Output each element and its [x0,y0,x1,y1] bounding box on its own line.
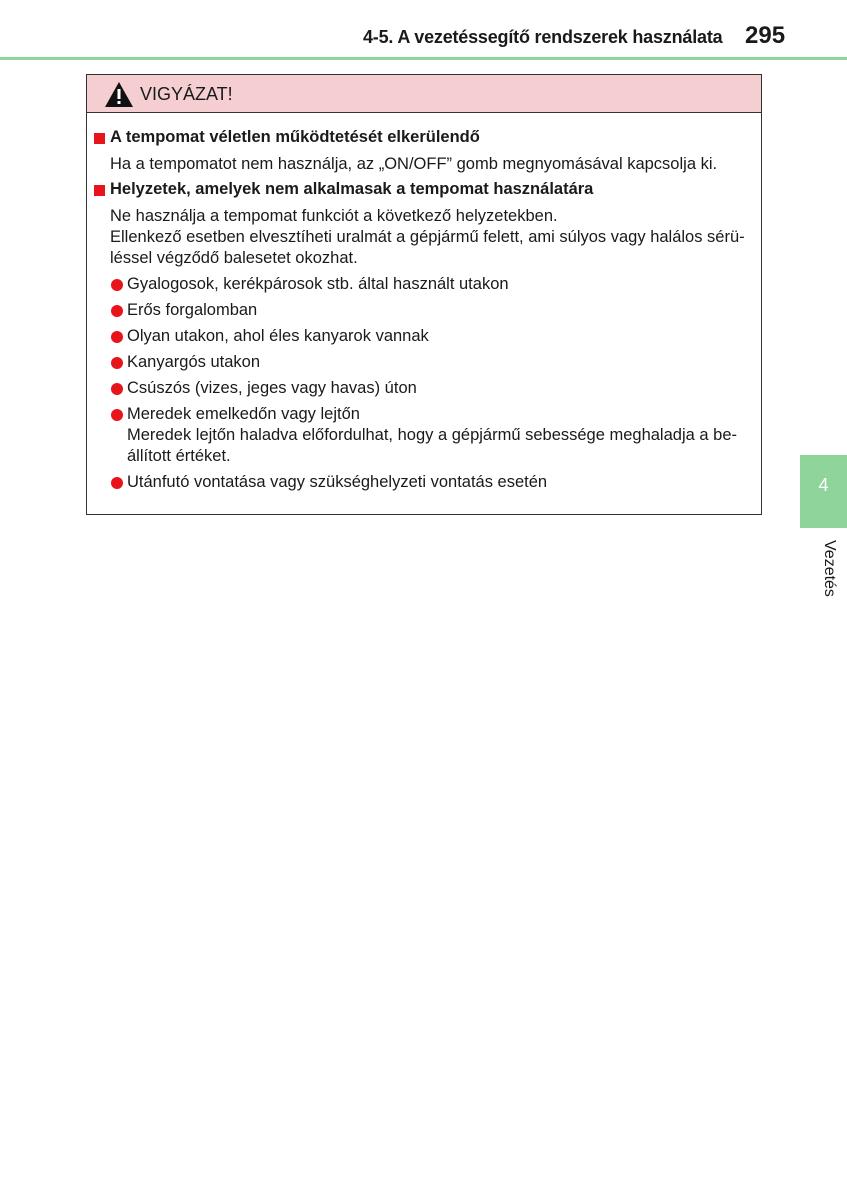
section-text: Ne használja a tempomat funkciót a következő helyzetekben. [110,207,558,225]
warning-box [86,74,762,515]
section-heading: Helyzetek, amelyek nem alkalmasak a tempomat használatára [110,180,594,198]
section-text: Ha a tempomatot nem használja, az „ON/OFF” gomb megnyomásával kapcsolja ki. [110,155,718,173]
header-divider [0,57,847,60]
section-text: léssel végződő balesetet okozhat. [110,249,358,267]
bullet-dot [111,477,123,489]
bullet-dot [111,357,123,369]
bullet-dot [111,331,123,343]
warning-title: VIGYÁZAT! [140,84,233,104]
chapter-label: Vezetés [821,540,838,597]
page-number: 295 [745,22,786,49]
section-heading: A tempomat véletlen működtetését elkerülendő [110,128,480,146]
warning-triangle-icon [104,81,134,108]
list-item: Kanyargós utakon [127,353,261,371]
section-title: 4-5. A vezetéssegítő rendszerek használata [363,27,723,47]
list-item: Erős forgalomban [127,301,258,319]
list-item-continuation: állított értéket. [127,447,231,465]
bullet-dot [111,409,123,421]
section-marker [94,133,105,144]
list-item: Meredek emelkedőn vagy lejtőn [127,405,360,423]
warning-header [87,75,761,113]
list-item: Csúszós (vizes, jeges vagy havas) úton [127,379,417,397]
section-text: Ellenkező esetben elvesztíheti uralmát a gépjármű felett, ami súlyos vagy halálos sérü- [110,228,745,246]
page-header [0,0,847,60]
bullet-dot [111,383,123,395]
section-marker [94,185,105,196]
list-item: Olyan utakon, ahol éles kanyarok vannak [127,327,429,345]
bullet-dot [111,305,123,317]
list-item-continuation: Meredek lejtőn haladva előfordulhat, hogy a gépjármű sebessége meghaladja a be- [127,426,737,444]
list-item: Gyalogosok, kerékpárosok stb. által használt utakon [127,275,509,293]
list-item: Utánfutó vontatása vagy szükséghelyzeti vontatás esetén [127,473,548,491]
chapter-number: 4 [818,475,829,495]
chapter-tab [800,455,847,528]
bullet-dot [111,279,123,291]
